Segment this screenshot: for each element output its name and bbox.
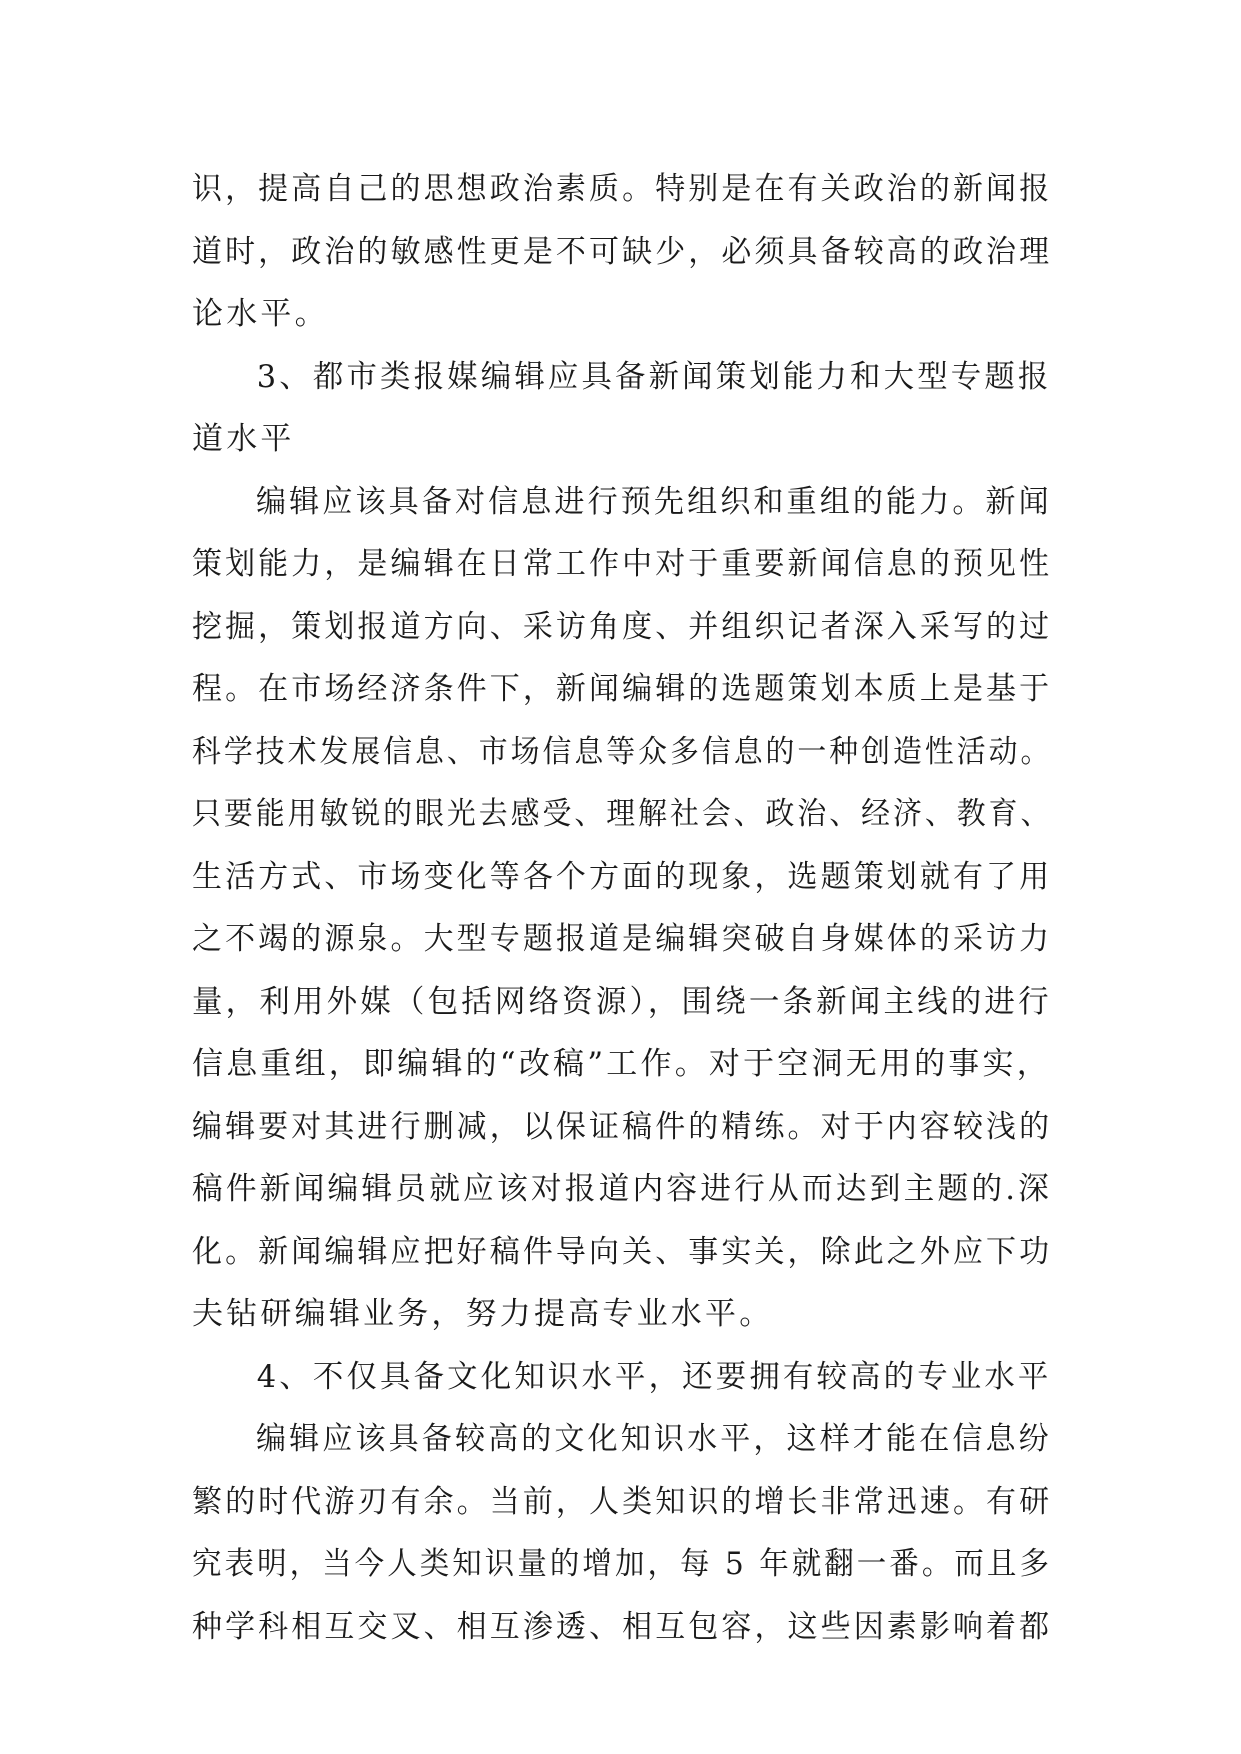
text-line: 策划能力，是编辑在日常工作中对于重要新闻信息的预见性	[192, 546, 1053, 582]
text-line: 究表明，当今人类知识量的增加，每 5 年就翻一番。而且多	[192, 1546, 1053, 1582]
text-line: 4、不仅具备文化知识水平，还要拥有较高的专业水平	[256, 1358, 1052, 1395]
text-line: 量，利用外媒（包括网络资源），围绕一条新闻主线的进行	[192, 983, 1052, 1020]
text-line: 夫钻研编辑业务，努力提高专业水平。	[192, 1296, 774, 1332]
text-line: 种学科相互交叉、相互渗透、相互包容，这些因素影响着都	[192, 1608, 1053, 1645]
text-line: 识，提高自己的思想政治素质。特别是在有关政治的新闻报	[192, 171, 1053, 207]
text-line: 道水平	[192, 421, 295, 457]
text-line: 编辑应该具备对信息进行预先组织和重组的能力。新闻	[255, 483, 1052, 520]
text-line: 生活方式、市场变化等各个方面的现象，选题策划就有了用	[192, 858, 1053, 895]
text-line: 信息重组，即编辑的“改稿”工作。对于空洞无用的事实，	[192, 1046, 1051, 1082]
document-body	[192, 158, 1052, 1658]
text-line: 3、都市类报媒编辑应具备新闻策划能力和大型专题报	[256, 358, 1052, 395]
text-line: 挖掘，策划报道方向、采访角度、并组织记者深入采写的过	[192, 608, 1053, 645]
text-line: 程。在市场经济条件下，新闻编辑的选题策划本质上是基于	[192, 671, 1053, 707]
text-line: 稿件新闻编辑员就应该对报道内容进行从而达到主题的.深	[192, 1171, 1053, 1207]
text-line: 之不竭的源泉。大型专题报道是编辑突破自身媒体的采访力	[192, 921, 1053, 957]
text-line: 化。新闻编辑应把好稿件导向关、事实关，除此之外应下功	[192, 1233, 1053, 1270]
text-line: 论水平。	[192, 296, 329, 332]
text-line: 只要能用敏锐的眼光去感受、理解社会、政治、经济、教育、	[192, 796, 1053, 832]
text-line: 科学技术发展信息、市场信息等众多信息的一种创造性活动。	[192, 733, 1053, 770]
text-line: 编辑应该具备较高的文化知识水平，这样才能在信息纷	[255, 1421, 1052, 1457]
text-line: 道时，政治的敏感性更是不可缺少，必须具备较高的政治理	[192, 233, 1053, 270]
text-line: 编辑要对其进行删减，以保证稿件的精练。对于内容较浅的	[192, 1108, 1053, 1145]
text-line: 繁的时代游刃有余。当前，人类知识的增长非常迅速。有研	[192, 1483, 1053, 1520]
